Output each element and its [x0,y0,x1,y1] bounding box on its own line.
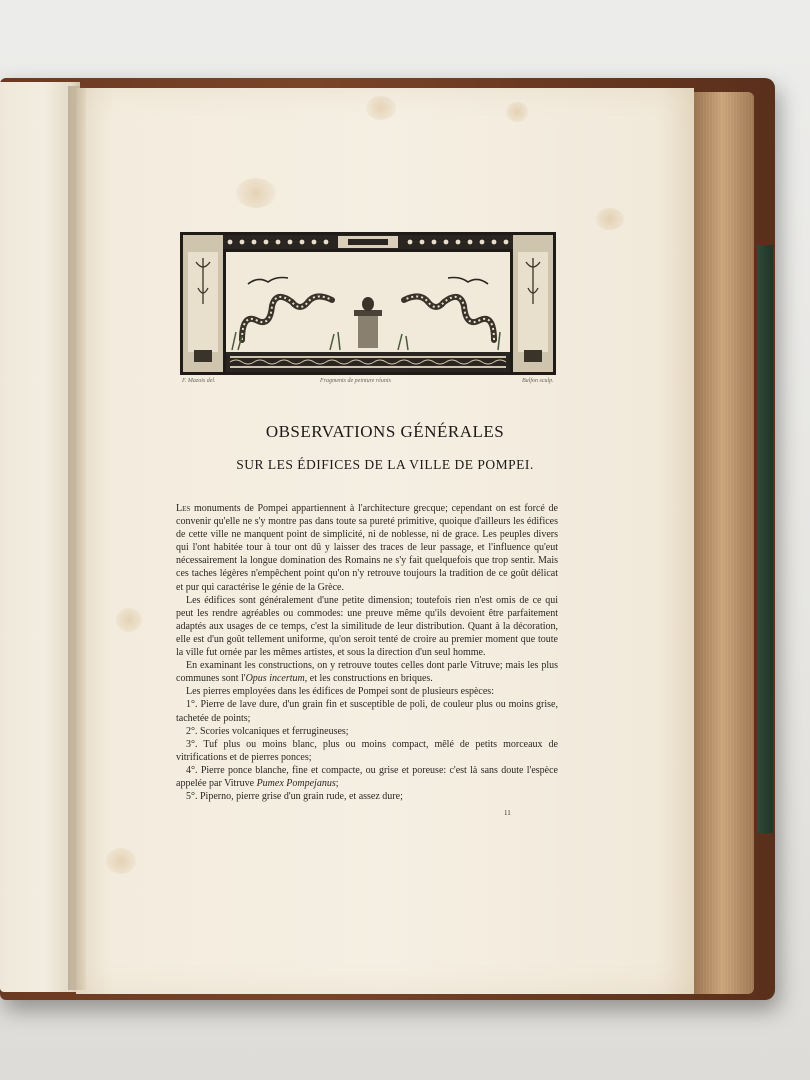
plate-credit-left: F. Mazois del. [182,378,216,384]
page-subtitle: SUR LES ÉDIFICES DE LA VILLE DE POMPEI. [236,457,534,472]
list-item: 4°. Pierre ponce blanche, fine et compacte, ou grise et poreuse: c'est là sans doute l'espèce appelée par Vitruve Pumex Pompejanus; [176,764,558,789]
plate-caption: Fragments de peinture réunis [320,378,391,384]
page-title: OBSERVATIONS GÉNÉRALES [265,422,505,441]
paragraph: Les édifices sont généralement d'une petite dimension; toutefois rien n'est omis de ce qui peut les rendre agréables ou commodes: une preuve même qu'ils devoient être parfaitement adaptés aux usages de ce temps, c'est la similitude de leur distribution. Quant à la décoration, elle est d'un goût tellement uniforme, qu'on seroit tenté de croire au premier moment que toute la ville fut ornée par les mêmes artistes, et sous la direction d'un seul homme. [176,594,558,659]
paragraph: En examinant les constructions, on y retrouve toutes celles dont parle Vitruve; mais les plus communes sont l'Opus incertum, et les constructions en briques. [176,660,558,685]
list-item: 2°. Scories volcaniques et ferrugineuses; [186,725,349,737]
plate-credit-right: Bulfon sculp. [522,378,554,384]
cover-spine-label [757,245,773,833]
drop-word: Les [176,503,191,514]
list-item: 1°. Pierre de lave dure, d'un grain fin et susceptible de poli, de couleur plus ou moins grise, tachetée de points; [176,699,558,724]
list-item: 3°. Tuf plus ou moins blanc, plus ou moins compact, mêlé de petits morceaux de vitrifications et de pierres ponces; [176,738,558,763]
body-text [176,502,558,803]
page-number: 11 [504,809,511,817]
book-gutter [68,86,86,990]
list-item: 5°. Piperno, pierre grise d'un grain rude, et assez dure; [186,791,403,803]
paragraph: Les monuments de Pompei appartiennent à l'architecture grecque; cependant on est forcé de convenir qu'elle ne s'y montre pas dans toute sa pureté primitive, quoique d'ailleurs les édifices de cette ville ne manquent point de simplicité, ni de noblesse, ni de grace. Les peuples divers qui l'ont habitée tour à tour ont dû y laisser des traces de leur passage, et l'influence qu'eut nécessairement la longue domination des Romains ne s'y fait quelquefois que trop sentir. Mais ces taches légères n'empêchent point qu'on n'y retrouve toujours la tradition de ce goût délicat et pur qui caractérise le génie de la Grèce. [176,503,558,593]
paragraph: Les pierres employées dans les édifices de Pompei sont de plusieurs espèces: [186,686,494,698]
engraving-plate [180,232,556,375]
